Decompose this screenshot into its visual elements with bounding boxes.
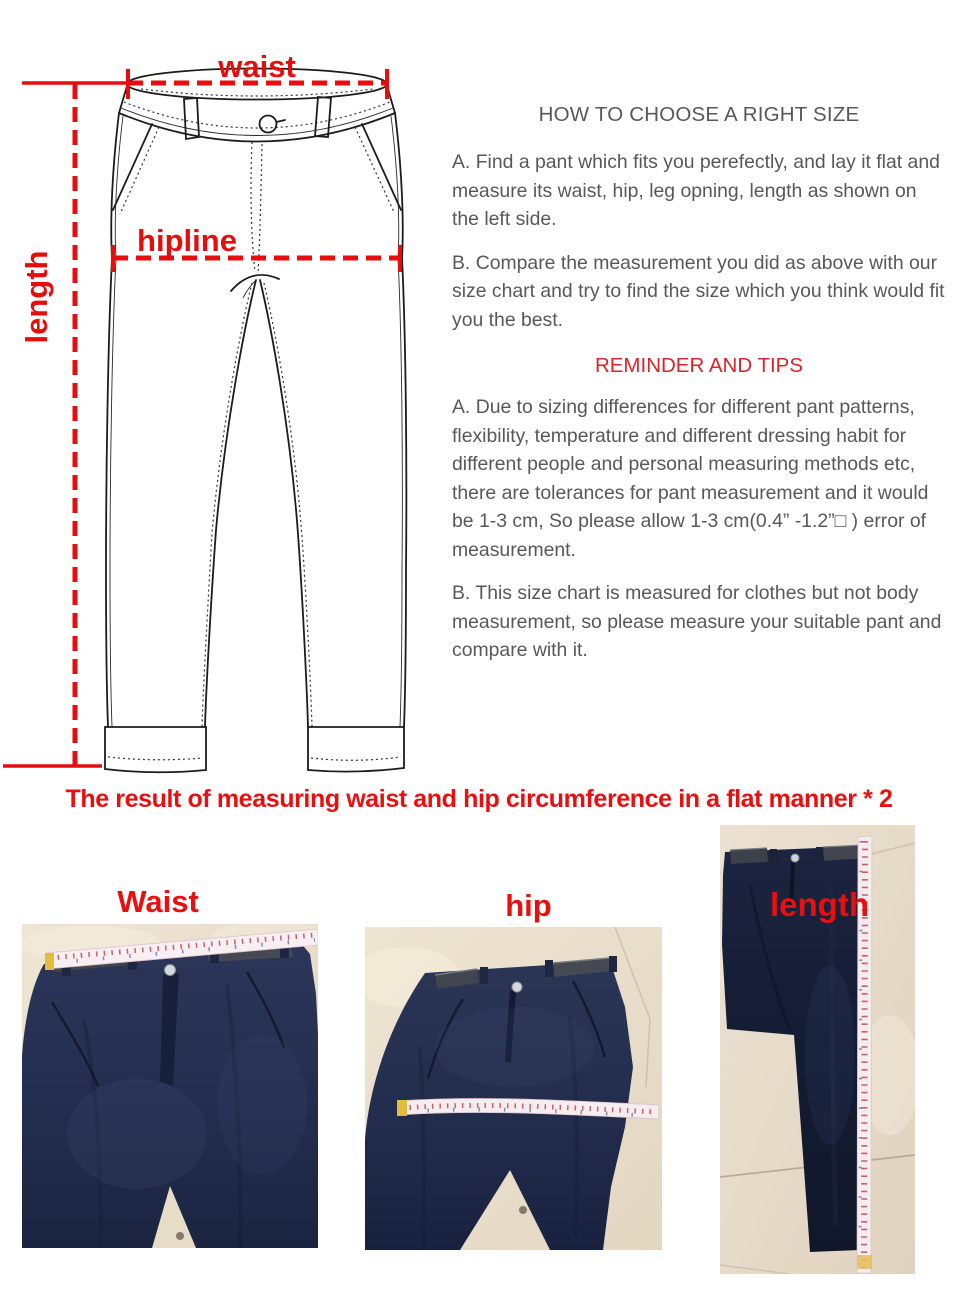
waist-inner-stitch — [141, 89, 373, 96]
tape-end-tab — [397, 1100, 407, 1116]
inseam-left-stitch — [202, 283, 252, 727]
cuff-right-hem — [311, 757, 401, 760]
tape-end-tab — [45, 953, 54, 970]
cuff-right — [308, 727, 404, 772]
reminder-title: REMINDER AND TIPS — [594, 354, 804, 378]
photo-length-label: length — [770, 886, 869, 923]
belt-loop — [545, 960, 553, 977]
photo-hip-scene — [365, 927, 662, 1250]
floor-dot — [176, 1232, 184, 1240]
photo-hip — [365, 927, 662, 1250]
cuff-left — [105, 727, 206, 772]
fabric-sheen — [67, 1079, 207, 1189]
fabric-sheen — [217, 1034, 307, 1174]
tip-a-text: A. Due to sizing differences for different pant patterns, flexibility, temperature and different dressing habit for different people and personal measuring methods etc, there are tolerances for pant measurement and it would be 1-3 cm, So please allow 1-3 cm(0.4” -1.2”□ ) error of measurement. — [452, 396, 929, 561]
tape-end-tab — [857, 1255, 872, 1269]
outer-seam-left — [106, 113, 119, 727]
button-icon — [260, 116, 277, 133]
buttonhole — [277, 120, 286, 122]
photo-waist-label: Waist — [117, 884, 199, 919]
belt-loop — [480, 967, 488, 984]
inseam-left — [205, 280, 256, 727]
belt-loop — [816, 847, 823, 861]
outer-seam-right — [395, 113, 406, 727]
how-to-title: HOW TO CHOOSE A RIGHT SIZE — [538, 103, 860, 126]
photo-waist — [22, 924, 318, 1248]
cuff-left-hem — [108, 757, 203, 760]
button-icon — [165, 965, 176, 976]
pocket-right — [362, 124, 401, 210]
hipline-label: hipline — [137, 223, 237, 258]
floor-dot — [519, 1206, 527, 1214]
instructions-section — [452, 103, 946, 680]
waistband-lining-left — [730, 848, 768, 864]
waistband-bottom-double — [121, 108, 393, 136]
belt-loop-right — [315, 97, 331, 137]
fly-line-2 — [258, 144, 262, 274]
belt-loop — [609, 956, 617, 972]
belt-loop-left — [184, 98, 199, 139]
fly-line-1 — [251, 142, 255, 272]
photo-hip-label: hip — [505, 888, 552, 923]
waist-label: waist — [218, 49, 296, 84]
pocket-right-stitch — [355, 127, 394, 212]
pants-sketch — [105, 69, 406, 773]
length-label: length — [19, 250, 54, 344]
step-b-text: B. Compare the measurement you did as above with our size chart and try to find the size which you think would fit you the best. — [452, 251, 945, 331]
pants-sketch-svg — [0, 0, 445, 790]
pocket-left-stitch — [120, 127, 159, 214]
tip-b-text: B. This size chart is measured for clothes but not body measurement, so please measure your suitable pant and compare with it. — [452, 582, 942, 662]
pants-measurement-diagram — [0, 0, 445, 790]
measurement-overlays — [3, 49, 400, 766]
fabric-sheen — [435, 1007, 595, 1087]
waistband-bottom — [119, 113, 395, 142]
pocket-left — [113, 124, 152, 210]
waistband-stitch — [124, 102, 390, 128]
flat-measure-caption: The result of measuring waist and hip circumference in a flat manner * 2 — [65, 785, 893, 813]
button-icon — [791, 854, 799, 862]
belt-loop — [770, 849, 777, 863]
fabric-sheen — [805, 965, 855, 1145]
photo-waist-scene — [22, 924, 318, 1248]
inseam-right — [260, 280, 308, 727]
step-a-text: A. Find a pant which fits you perefectly, and lay it flat and measure its waist, hip, leg opning, length as shown on the left side. — [452, 151, 940, 231]
button-icon — [512, 982, 522, 992]
